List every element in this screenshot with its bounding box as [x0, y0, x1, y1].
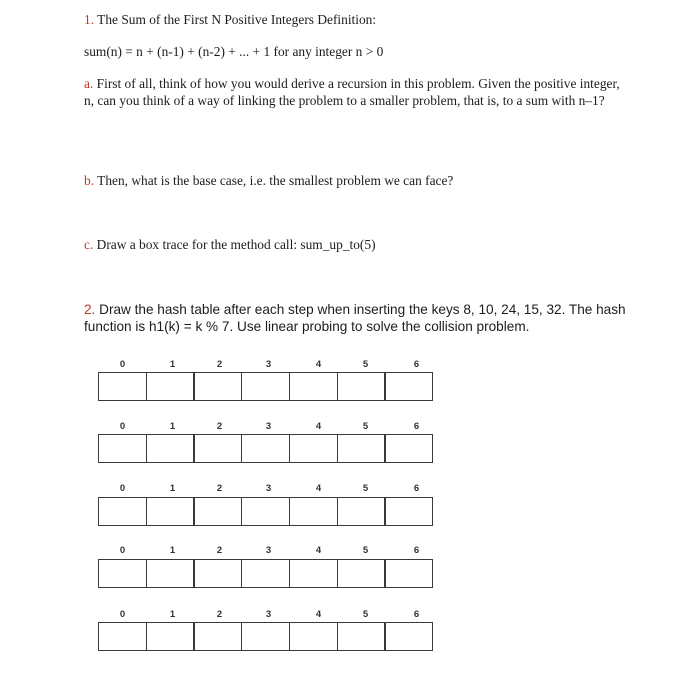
- hash-table-index-row: [98, 545, 441, 559]
- hash-table-cell: [337, 497, 386, 526]
- hash-table-cell: [193, 372, 242, 401]
- hash-table-cell: [98, 622, 147, 651]
- hash-index-label: 0: [119, 359, 126, 370]
- hash-table-index-row: [98, 359, 441, 373]
- hash-index-label: 4: [315, 609, 322, 620]
- hash-index-label: 4: [315, 359, 322, 370]
- hash-table-cell: [384, 434, 433, 463]
- hash-index-label: 3: [265, 609, 272, 620]
- hash-index-label: 3: [265, 483, 272, 494]
- hash-table-cell: [337, 434, 386, 463]
- q1-part-a: [84, 75, 624, 109]
- hash-table-cell: [289, 372, 338, 401]
- hash-table-cell: [98, 497, 147, 526]
- hash-index-label: 1: [169, 609, 176, 620]
- hash-index-label: 3: [265, 359, 272, 370]
- q1-title: [84, 11, 644, 28]
- hash-index-label: 0: [119, 483, 126, 494]
- hash-table-cell: [337, 372, 386, 401]
- hash-index-label: 2: [216, 545, 223, 556]
- hash-table-index-row: [98, 421, 441, 435]
- q1-title-text: The Sum of the First N Positive Integers Definition:: [97, 12, 377, 27]
- hash-table-cell: [146, 622, 195, 651]
- hash-index-label: 5: [362, 545, 369, 556]
- hash-table-cell: [146, 559, 195, 588]
- hash-index-label: 6: [413, 609, 420, 620]
- hash-table-cell: [241, 497, 290, 526]
- hash-index-label: 6: [413, 421, 420, 432]
- hash-table-cell: [193, 622, 242, 651]
- q1-a-text: First of all, think of how you would derive a recursion in this problem. Given the positive integer, n, can you think of a way of linking the problem to a smaller problem, that is, to a sum with n–1?: [84, 76, 620, 108]
- q1-part-b: [84, 172, 644, 189]
- hash-index-label: 2: [216, 609, 223, 620]
- hash-table-cell: [193, 497, 242, 526]
- hash-table-cell: [146, 497, 195, 526]
- hash-index-label: 4: [315, 421, 322, 432]
- hash-index-label: 6: [413, 483, 420, 494]
- hash-table-cell: [384, 497, 433, 526]
- q1-b-text: Then, what is the base case, i.e. the smallest problem we can face?: [97, 173, 454, 188]
- hash-table-cell: [337, 559, 386, 588]
- q1-c-text: Draw a box trace for the method call: sum_up_to(5): [96, 237, 376, 252]
- hash-index-label: 0: [119, 545, 126, 556]
- hash-table-cell: [289, 434, 338, 463]
- hash-table-index-row: [98, 483, 441, 497]
- hash-table-cell: [146, 434, 195, 463]
- hash-index-label: 4: [315, 483, 322, 494]
- hash-table-cell: [241, 622, 290, 651]
- hash-index-label: 5: [362, 421, 369, 432]
- hash-index-label: 0: [119, 421, 126, 432]
- hash-table-cell: [241, 559, 290, 588]
- hash-table-cell: [241, 372, 290, 401]
- q1-c-letter: c.: [84, 237, 94, 252]
- q2-prompt: [84, 301, 629, 335]
- q1-a-letter: a.: [84, 76, 94, 91]
- hash-table-cell: [337, 622, 386, 651]
- hash-table-cell: [193, 559, 242, 588]
- hash-table-cell: [289, 622, 338, 651]
- q1-number: 1.: [84, 12, 95, 27]
- q1-b-letter: b.: [84, 173, 95, 188]
- hash-table-cell: [146, 372, 195, 401]
- q1-part-c: [84, 236, 644, 253]
- hash-table-cell: [98, 559, 147, 588]
- hash-index-label: 4: [315, 545, 322, 556]
- hash-index-label: 3: [265, 545, 272, 556]
- hash-table-row: [98, 559, 441, 588]
- q1-formula: sum(n) = n + (n-1) + (n-2) + ... + 1 for any integer n > 0: [84, 44, 384, 59]
- hash-index-label: 1: [169, 359, 176, 370]
- hash-table-cell: [289, 497, 338, 526]
- hash-index-label: 5: [362, 609, 369, 620]
- q2-number: 2.: [84, 302, 96, 317]
- hash-index-label: 2: [216, 483, 223, 494]
- hash-table-cell: [384, 372, 433, 401]
- hash-table-cell: [384, 559, 433, 588]
- hash-table-cell: [241, 434, 290, 463]
- hash-index-label: 5: [362, 483, 369, 494]
- hash-index-label: 5: [362, 359, 369, 370]
- hash-index-label: 6: [413, 545, 420, 556]
- hash-table-cell: [193, 434, 242, 463]
- hash-index-label: 2: [216, 359, 223, 370]
- hash-index-label: 3: [265, 421, 272, 432]
- hash-index-label: 2: [216, 421, 223, 432]
- hash-index-label: 1: [169, 421, 176, 432]
- hash-table-row: [98, 497, 441, 526]
- hash-index-label: 0: [119, 609, 126, 620]
- hash-table-cell: [289, 559, 338, 588]
- hash-table-row: [98, 622, 441, 651]
- hash-table-cell: [98, 434, 147, 463]
- hash-index-label: 1: [169, 545, 176, 556]
- q2-text: Draw the hash table after each step when inserting the keys 8, 10, 24, 15, 32. The hash function is h1(k) = k % 7. Use linear probing to solve the collision problem.: [84, 302, 626, 334]
- hash-table-index-row: [98, 609, 441, 623]
- hash-table-cell: [98, 372, 147, 401]
- hash-index-label: 1: [169, 483, 176, 494]
- hash-table-cell: [384, 622, 433, 651]
- hash-table-row: [98, 434, 441, 463]
- hash-index-label: 6: [413, 359, 420, 370]
- hash-table-row: [98, 372, 441, 401]
